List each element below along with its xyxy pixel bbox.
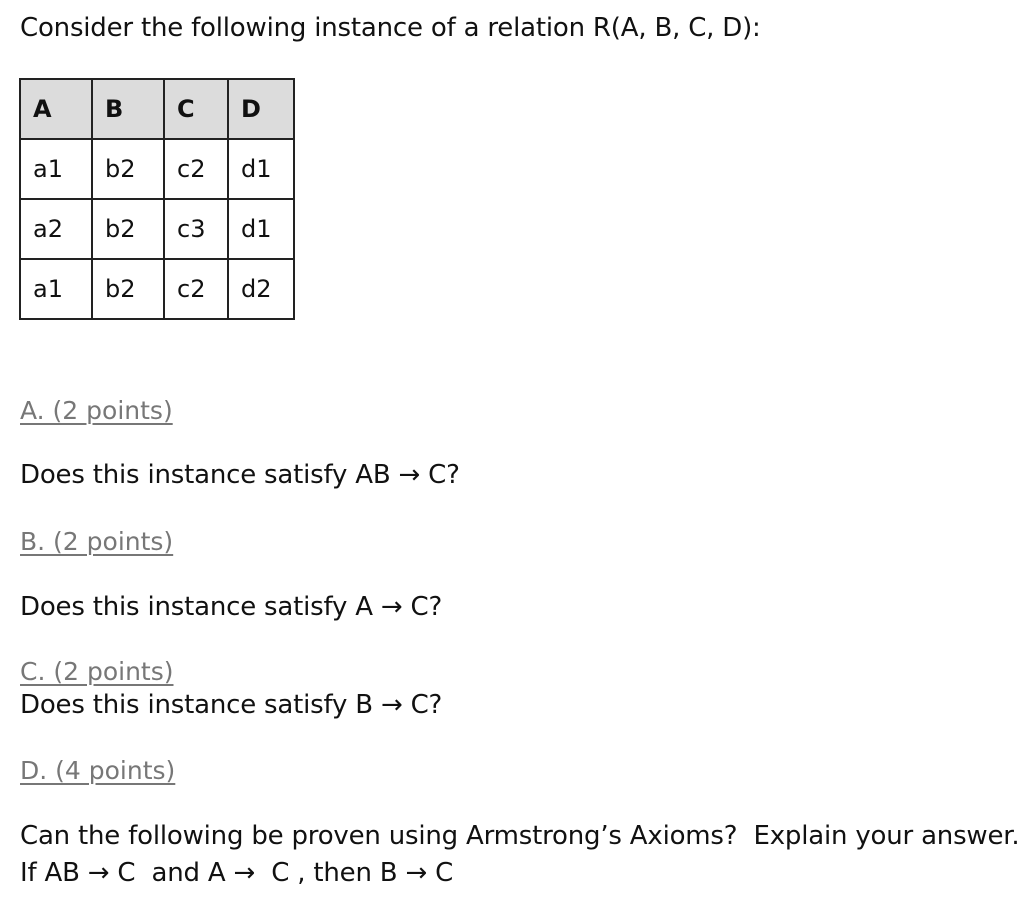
part-c-heading: C. (2 points) [20, 657, 174, 686]
part-c-question: Does this instance satisfy B → C? [20, 690, 443, 720]
column-header-a: A [20, 79, 92, 139]
part-d-question: Can the following be proven using Armstrong’s Axioms? Explain your answer. [20, 821, 1020, 851]
part-d-statement: If AB → C and A → C , then B → C [20, 858, 454, 888]
part-b-question: Does this instance satisfy A → C? [20, 592, 443, 622]
table-cell: d1 [228, 199, 294, 259]
column-header-c: C [164, 79, 228, 139]
table-cell: c2 [164, 139, 228, 199]
table-row [20, 259, 294, 319]
intro-text: Consider the following instance of a relation R(A, B, C, D): [20, 13, 761, 43]
table-cell: d1 [228, 139, 294, 199]
table-cell: d2 [228, 259, 294, 319]
table-cell: c3 [164, 199, 228, 259]
part-d-heading: D. (4 points) [20, 756, 176, 785]
part-a-heading: A. (2 points) [20, 396, 173, 425]
table-cell: a1 [20, 139, 92, 199]
table-cell: b2 [92, 199, 164, 259]
table-cell: a2 [20, 199, 92, 259]
table-cell: b2 [92, 259, 164, 319]
table-cell: a1 [20, 259, 92, 319]
column-header-d: D [228, 79, 294, 139]
table-header-row [20, 79, 294, 139]
table-row [20, 139, 294, 199]
table-row [20, 199, 294, 259]
table-cell: b2 [92, 139, 164, 199]
part-b-heading: B. (2 points) [20, 527, 174, 556]
relation-table [19, 78, 295, 320]
table-cell: c2 [164, 259, 228, 319]
column-header-b: B [92, 79, 164, 139]
part-a-question: Does this instance satisfy AB → C? [20, 460, 460, 490]
